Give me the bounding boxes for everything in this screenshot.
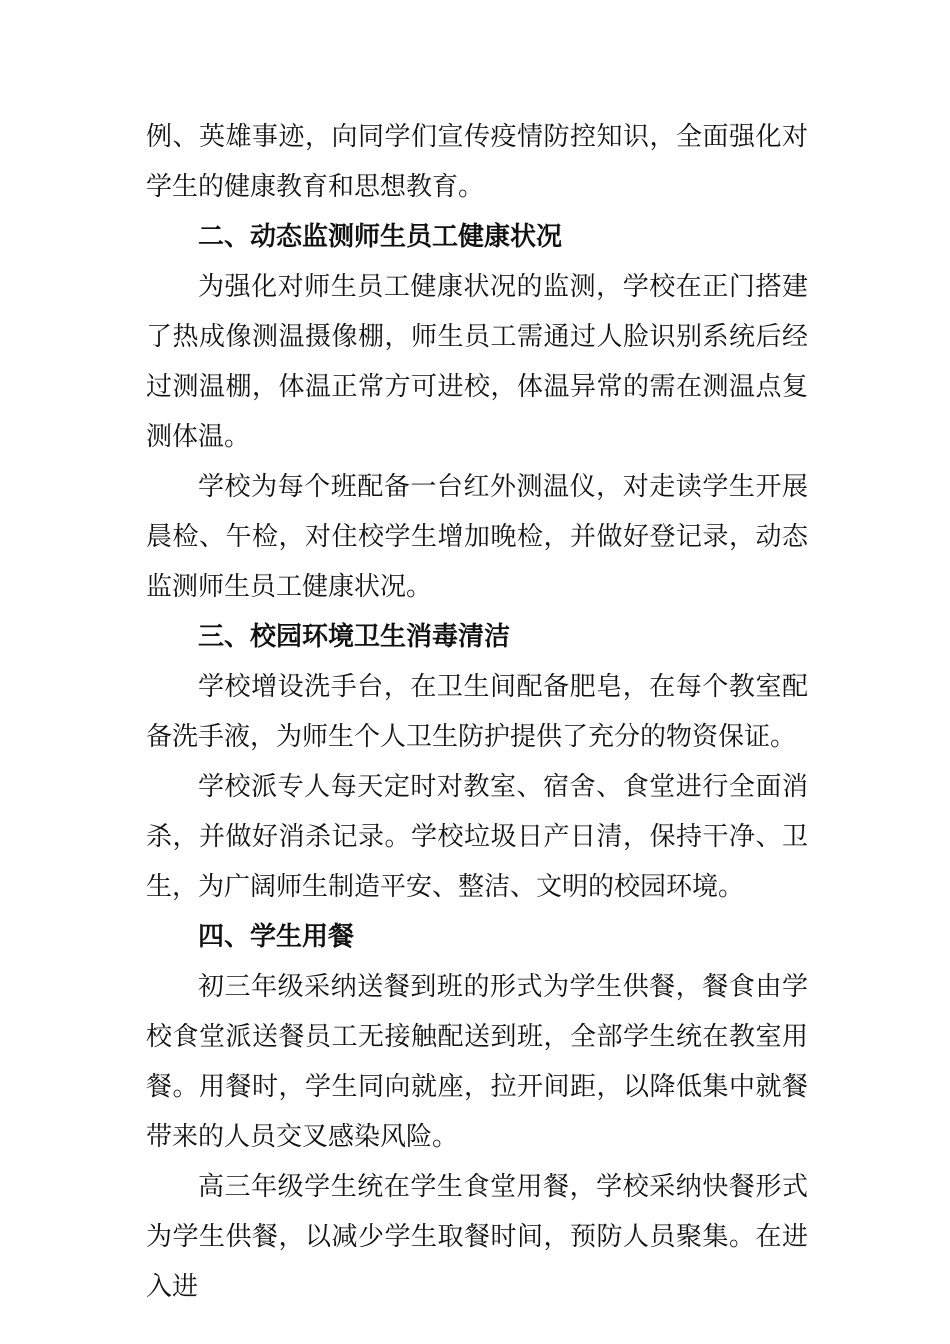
section-heading: 四、学生用餐	[198, 922, 355, 952]
section-heading: 三、校园环境卫生消毒清洁	[198, 622, 511, 652]
body-paragraph: 例、英雄事迹，向同学们宣传疫情防控知识，全面强化对学生的健康教育和思想教育。	[146, 122, 808, 202]
body-paragraph: 学校为每个班配备一台红外测温仪，对走读学生开展晨检、午检，对住校学生增加晚检，并做好登记录，动态监测师生员工健康状况。	[146, 472, 808, 602]
body-paragraph: 学校增设洗手台，在卫生间配备肥皂，在每个教室配备洗手液，为师生个人卫生防护提供了充分的物资保证。	[146, 672, 808, 752]
document-body	[146, 112, 808, 1312]
body-paragraph: 高三年级学生统在学生食堂用餐，学校采纳快餐形式为学生供餐，以减少学生取餐时间，预防人员聚集。在进入进	[146, 1172, 808, 1302]
section-heading: 二、动态监测师生员工健康状况	[198, 222, 563, 252]
body-paragraph: 学校派专人每天定时对教室、宿舍、食堂进行全面消杀，并做好消杀记录。学校垃圾日产日清，保持干净、卫生，为广阔师生制造平安、整洁、文明的校园环境。	[146, 772, 808, 902]
body-paragraph: 为强化对师生员工健康状况的监测，学校在正门搭建了热成像测温摄像棚，师生员工需通过人脸识别系统后经过测温棚，体温正常方可进校，体温异常的需在测温点复测体温。	[146, 272, 808, 452]
body-paragraph: 初三年级采纳送餐到班的形式为学生供餐，餐食由学校食堂派送餐员工无接触配送到班，全部学生统在教室用餐。用餐时，学生同向就座，拉开间距，以降低集中就餐带来的人员交叉感染风险。	[146, 972, 808, 1152]
